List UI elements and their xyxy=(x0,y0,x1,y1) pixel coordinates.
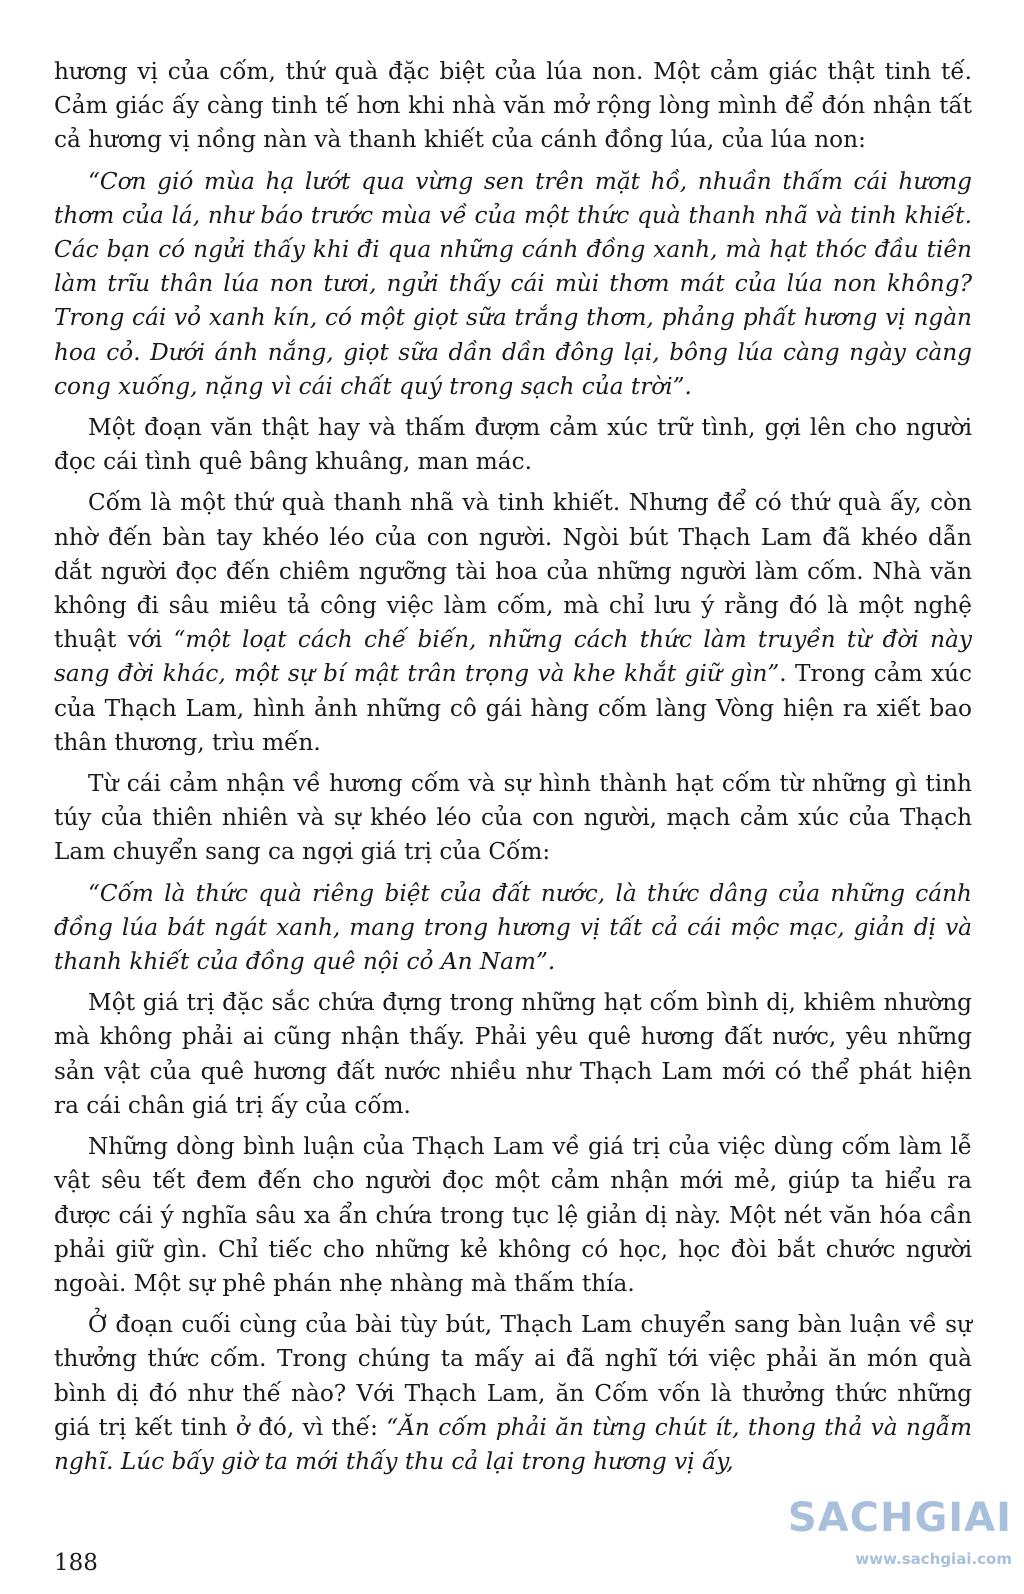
paragraph-comment: Một đoạn văn thật hay và thấm đượm cảm xúc trữ tình, gợi lên cho người đọc cái tình quê bâng khuâng, man mác. xyxy=(54,414,972,476)
paragraph-worth: Một giá trị đặc sắc chứa đựng trong những hạt cốm bình dị, khiêm nhường mà không phải ai cũng nhận thấy. Phải yêu quê hương đất nước, yêu những sản vật của quê hương đất nước nhiều như Thạch Lam mới có thể phát hiện ra cái chân giá trị ấy của cốm. xyxy=(54,989,972,1119)
paragraph-intro: hương vị của cốm, thứ quà đặc biệt của lúa non. Một cảm giác thật tinh tế. Cảm giác ấy càng tinh tế hơn khi nhà văn mở rộng lòng mình để đón nhận tất cả hương vị nồng nàn và thanh khiết của cánh đồng lúa, của lúa non: xyxy=(54,58,972,154)
paragraph-craft-tail: . Trong cảm xúc của Thạch Lam, hình ảnh những cô gái hàng cốm làng Vòng hiện ra xiết bao thân thương, trìu mến. xyxy=(54,660,972,756)
paragraph-craft-text: Cốm là một thứ quà thanh nhã và tinh khiết. Nhưng để có thứ quà ấy, còn nhờ đến bàn tay khéo léo của con người. Ngòi bút Thạch Lam đã khéo dẫn dắt người đọc đến chiêm ngưỡng tài hoa của những người làm cốm. Nhà văn không đi sâu miêu tả công việc làm cốm, mà chỉ lưu ý rằng đó là một nghệ thuật với xyxy=(54,489,972,654)
paragraph-custom: Những dòng bình luận của Thạch Lam về giá trị của việc dùng cốm làm lễ vật sêu tết đem đến cho người đọc một cảm nhận mới mẻ, giúp ta hiểu ra được cái ý nghĩa sâu xa ẩn chứa trong tục lệ giản dị này. Một nét văn hóa cần phải giữ gìn. Chỉ tiếc cho những kẻ không có học, học đòi bắt chước người ngoài. Một sự phê phán nhẹ nhàng mà thấm thía. xyxy=(54,1133,972,1297)
quote-craft: “một loạt cách chế biến, những cách thức làm truyền từ đời này sang đời khác, một sự bí mật trân trọng và khe khắt giữ gìn” xyxy=(54,626,972,688)
page-number: 188 xyxy=(54,1550,98,1576)
paragraph-enjoy-text: Ở đoạn cuối cùng của bài tùy bút, Thạch Lam chuyển sang bàn luận về sự thưởng thức cốm. Trong chúng ta mấy ai đã nghĩ tới việc phải ăn món quà bình dị đó như thế nào? Với Thạch Lam, ăn Cốm vốn là thưởng thức những giá trị kết tinh ở đó, vì thế: xyxy=(54,1311,972,1441)
page-body xyxy=(54,55,972,1486)
watermark-logo: SACHGIAI xyxy=(787,1495,1012,1541)
paragraph-enjoy xyxy=(54,1308,972,1479)
paragraph-craft xyxy=(54,486,972,760)
watermark-url: www.sachgiai.com xyxy=(855,1550,1012,1568)
quote-lua-non: “Cơn gió mùa hạ lướt qua vừng sen trên mặt hồ, nhuần thấm cái hương thơm của lá, như báo trước mùa về của một thức quà thanh nhã và tinh khiết. Các bạn có ngửi thấy khi đi qua những cánh đồng xanh, mà hạt thóc đầu tiên làm trĩu thân lúa non tươi, ngửi thấy cái mùi thơm mát của lúa non không? Trong cái vỏ xanh kín, có một giọt sữa trắng thơm, phảng phất hương vị ngàn hoa cỏ. Dưới ánh nắng, giọt sữa dần dần đông lại, bông lúa càng ngày càng cong xuống, nặng vì cái chất quý trong sạch của trời”. xyxy=(54,167,972,400)
watermark xyxy=(787,1495,1012,1590)
quote-enjoy: “Ăn cốm phải ăn từng chút ít, thong thả và ngẫm nghĩ. Lúc bấy giờ ta mới thấy thu cả lại trong hương vị ấy, xyxy=(54,1413,972,1475)
quote-value: “Cốm là thức quà riêng biệt của đất nước, là thức dâng của những cánh đồng lúa bát ngát xanh, mang trong hương vị tất cả cái mộc mạc, giản dị và thanh khiết của đồng quê nội cỏ An Nam”. xyxy=(54,879,972,976)
paragraph-value: Từ cái cảm nhận về hương cốm và sự hình thành hạt cốm từ những gì tinh túy của thiên nhiên và sự khéo léo của con người, mạch cảm xúc của Thạch Lam chuyển sang ca ngợi giá trị của Cốm: xyxy=(54,770,972,866)
